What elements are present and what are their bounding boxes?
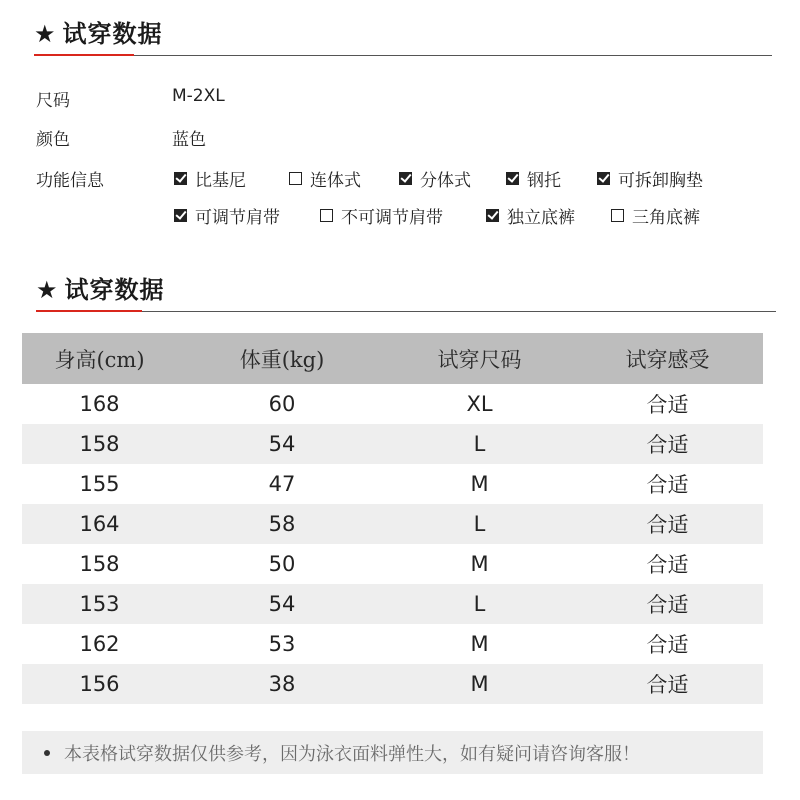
cell-height: 155 [79,472,120,496]
cell-fit: 合适 [646,433,689,457]
cell-weight: 54 [268,432,296,456]
cell-size: L [473,512,486,536]
option-removable-pads[interactable] [597,166,703,191]
cell-fit: 合适 [646,513,689,537]
option-label: 可调节肩带 [195,208,280,228]
option-label: 比基尼 [195,171,246,191]
option-label: 独立底裤 [507,208,575,228]
option-label: 三角底裤 [632,208,700,228]
checkbox-icon[interactable] [174,172,187,185]
option-one-piece[interactable] [289,166,361,191]
table-row [22,584,763,624]
table-row [22,664,763,704]
cell-size: M [470,672,489,696]
divider [34,55,772,56]
cell-size: L [473,432,486,456]
cell-weight: 47 [268,472,296,496]
function-label: 功能信息 [36,171,104,191]
cell-size: M [470,472,489,496]
cell-size: M [470,632,489,656]
cell-fit: 合适 [646,593,689,617]
header-fit: 试穿感受 [625,347,710,372]
cell-weight: 58 [268,512,296,536]
option-adjustable-straps[interactable] [174,203,280,228]
cell-height: 162 [79,632,120,656]
fitting-data-table [22,333,763,704]
header-size: 试穿尺码 [437,347,522,372]
checkbox-icon[interactable] [174,209,187,222]
accent-underline [36,310,142,312]
cell-fit: 合适 [646,473,689,497]
option-label: 钢托 [527,171,561,191]
cell-height: 158 [79,552,120,576]
cell-height: 158 [79,432,120,456]
cell-size: M [470,552,489,576]
option-label: 不可调节肩带 [341,208,443,228]
cell-fit: 合适 [646,393,689,417]
note-text: 本表格试穿数据仅供参考，因为泳衣面料弹性大，如有疑问请咨询客服！ [64,743,640,765]
checkbox-icon[interactable] [289,172,302,185]
option-two-piece[interactable] [399,166,471,191]
option-separate-bottoms[interactable] [486,203,575,228]
cell-weight: 38 [268,672,296,696]
info-row-size [0,86,800,110]
color-label: 颜色 [36,130,70,150]
cell-size: L [473,592,486,616]
cell-fit: 合适 [646,553,689,577]
accent-underline [34,54,134,56]
cell-weight: 50 [268,552,296,576]
cell-weight: 60 [268,392,296,416]
header-weight: 体重(kg) [239,347,325,372]
size-value: M-2XL [172,86,225,106]
table-header [22,333,763,384]
cell-fit: 合适 [646,673,689,697]
star-icon: ★ [34,20,57,48]
table-body [22,384,763,704]
cell-height: 156 [79,672,120,696]
section-title-text: 试穿数据 [64,276,165,304]
option-underwire[interactable] [506,166,561,191]
table-row [22,504,763,544]
option-bikini[interactable] [174,166,246,191]
option-fixed-straps[interactable] [320,203,443,228]
color-value: 蓝色 [172,130,206,150]
size-label: 尺码 [36,91,70,111]
checkbox-icon[interactable] [320,209,333,222]
section-title-text: 试穿数据 [62,20,163,48]
option-label: 可拆卸胸垫 [618,171,703,191]
disclaimer-note [22,731,763,774]
info-row-color [0,125,800,149]
section-title [36,270,165,305]
table-row [22,384,763,424]
checkbox-icon[interactable] [486,209,499,222]
cell-weight: 54 [268,592,296,616]
cell-fit: 合适 [646,633,689,657]
checkbox-icon[interactable] [611,209,624,222]
section-title [34,14,163,49]
table-row [22,544,763,584]
option-label: 连体式 [310,171,361,191]
cell-height: 164 [79,512,120,536]
checkbox-icon[interactable] [399,172,412,185]
table-row [22,464,763,504]
header-height: 身高(cm) [54,347,145,372]
cell-height: 168 [79,392,120,416]
table-row [22,424,763,464]
cell-weight: 53 [268,632,296,656]
star-icon: ★ [36,276,59,304]
cell-size: XL [466,392,493,416]
checkbox-icon[interactable] [597,172,610,185]
checkbox-icon[interactable] [506,172,519,185]
divider [36,311,776,312]
bullet-icon [44,750,50,756]
option-brief-bottoms[interactable] [611,203,700,228]
option-label: 分体式 [420,171,471,191]
cell-height: 153 [79,592,120,616]
table-row [22,624,763,664]
